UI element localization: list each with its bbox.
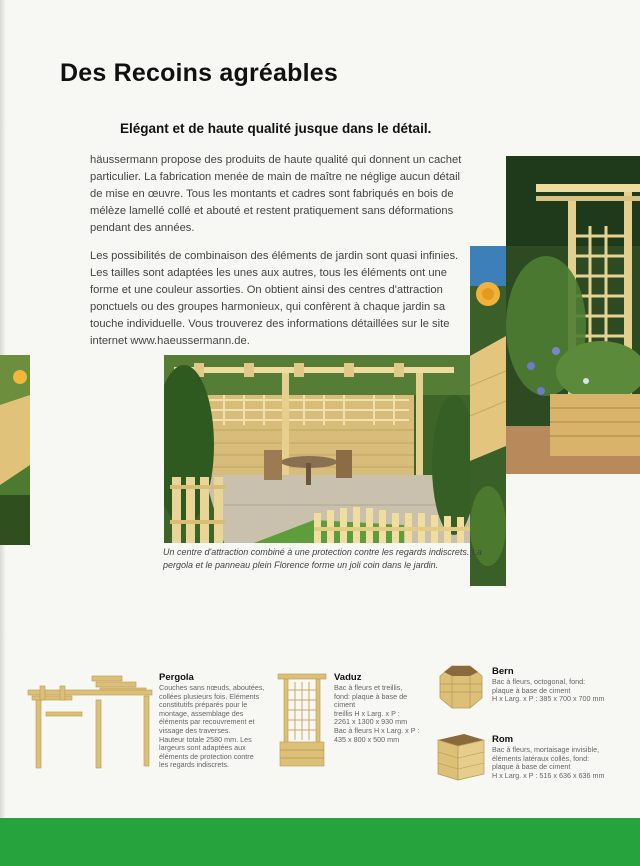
- body-paragraph-1: häussermann propose des produits de haute qualité qui donnent un cachet particulier. La fabrication menée de main de maître ne néglige aucun détail de mise en œuvre. Tous les montants et cadres sont fabriqués en bois de mélèze lamellé collé et abouté et restent pratiquement sans déformations pendant des années.: [90, 154, 462, 234]
- pergola-illustration: [26, 672, 154, 772]
- body-paragraph-2: Les possibilités de combinaison des éléments de jardin sont quasi infinies. Les tailles sont adaptées les unes aux autres, tous les éléments ont une forme et une couleur assorties. On obtient ainsi des centres d'attraction ponctuels ou des groupes harmonieux, qui confèrent à chaque jardin sa touche individuelle. Vous trouverez des informations détaillées sur le site internet www.haeussermann.de.: [90, 250, 459, 347]
- rom-illustration: [434, 732, 486, 782]
- product-pergola: [159, 672, 269, 770]
- product-description: Bac à fleurs, mortaisage invisible, éléments latéraux collés, fond: plaque à base de ciment H x Larg. x P : 516 x 636 x 636 mm: [492, 745, 605, 780]
- product-name: Rom: [492, 734, 514, 745]
- product-name: Pergola: [159, 672, 194, 683]
- footer-color-band: [0, 818, 640, 866]
- photo-garden-corner: [164, 355, 470, 543]
- page-title: Des Recoins agréables: [60, 58, 338, 87]
- product-rom: [492, 734, 632, 780]
- photo-planter-trellis: [506, 156, 640, 474]
- photo-caption: Un centre d'attraction combiné à une protection contre les regards indiscrets. La pergola et le panneau plein Florence forme un joli coin dans le jardin.: [163, 547, 482, 570]
- product-description: Couches sans nœuds, aboutées, collées plusieurs fois. Eléments constitutifs préparés pour le montage, assemblage des éléments par recouvrement et vissage des traverses. Hauteur totale 2580 mm. Les largeurs sont adaptées aux éléments de protection contre les regards indiscrets.: [159, 683, 265, 770]
- product-description: Bac à fleurs, octogonal, fond: plaque à base de ciment H x Larg. x P : 385 x 700 x 700 mm: [492, 677, 605, 704]
- page-subtitle: Elégant et de haute qualité jusque dans le détail.: [120, 121, 432, 136]
- product-name: Bern: [492, 666, 514, 677]
- product-name: Vaduz: [334, 672, 362, 683]
- photo-rose-detail: [470, 246, 506, 586]
- product-description: Bac à fleurs et treillis, fond: plaque à base de ciment treillis H x Larg. x P : 2261 x 1300 x 930 mm Bac à fleurs H x Larg. x P : 435 x 800 x 500 mm: [334, 683, 420, 744]
- left-edge-photo: [0, 355, 30, 545]
- product-vaduz: [334, 672, 434, 744]
- vaduz-illustration: [276, 672, 328, 768]
- product-bern: [492, 666, 632, 704]
- bern-illustration: [438, 664, 484, 710]
